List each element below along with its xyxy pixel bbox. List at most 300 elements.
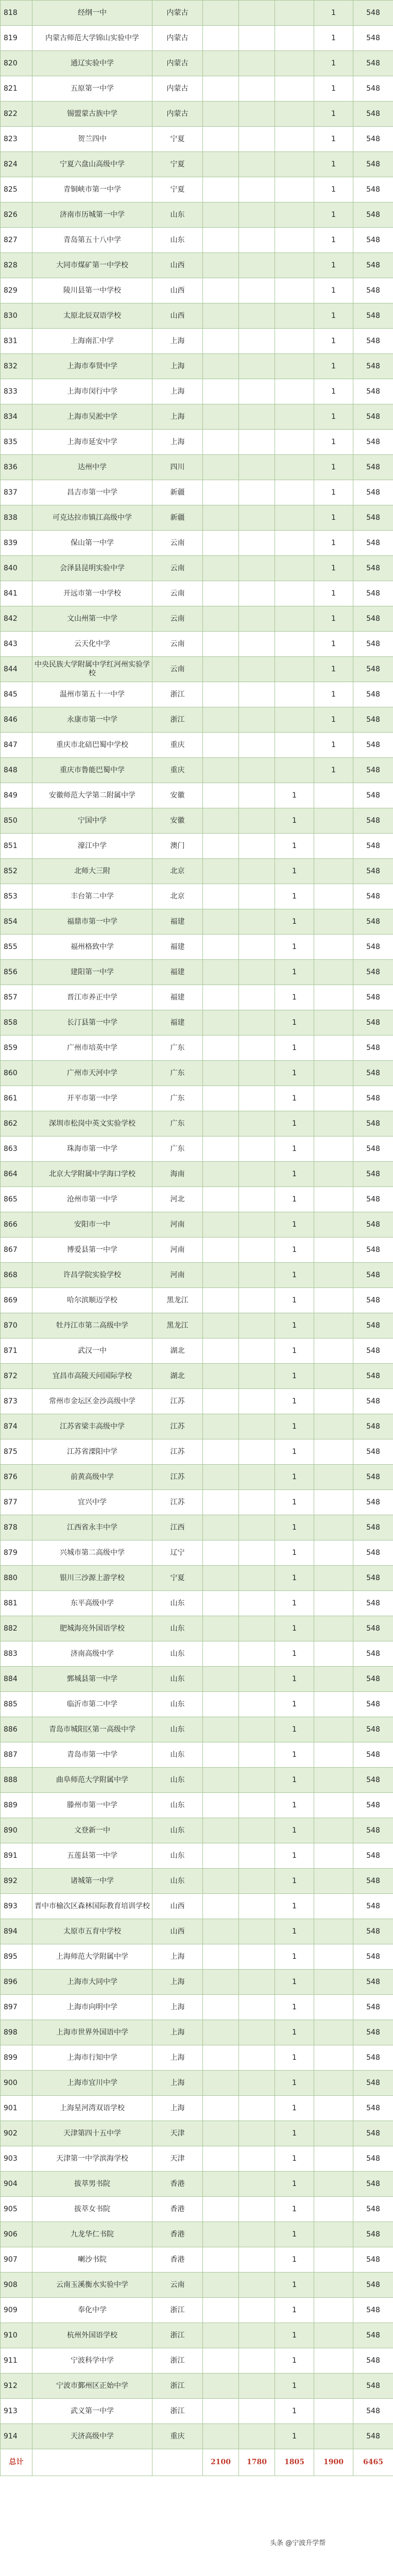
region-cell: 江苏 (152, 1439, 203, 1465)
count-cell-2: 1 (275, 1263, 314, 1288)
blank-cell (203, 278, 239, 303)
count-cell-3 (314, 985, 353, 1010)
count-cell-1 (239, 430, 275, 455)
region-cell: 江苏 (152, 1414, 203, 1439)
count-cell-1 (239, 2020, 275, 2045)
count-cell-3 (314, 1717, 353, 1742)
count-cell-1 (239, 1591, 275, 1616)
count-cell-2 (275, 657, 314, 682)
rank-cell: 859 (1, 1036, 32, 1061)
school-name-cell: 上海南汇中学 (32, 329, 152, 354)
count-cell-2: 1 (275, 2424, 314, 2449)
school-name-cell: 重庆市北碚巴蜀中学校 (32, 733, 152, 758)
total-cell: 548 (353, 1086, 393, 1111)
school-name-cell: 江苏省溧阳中学 (32, 1439, 152, 1465)
blank-cell (203, 329, 239, 354)
count-cell-2: 1 (275, 2298, 314, 2323)
table-row (1, 960, 393, 985)
count-cell-3: 1 (314, 556, 353, 581)
count-cell-2 (275, 1, 314, 26)
total-cell: 548 (353, 2071, 393, 2096)
count-cell-3 (314, 2273, 353, 2298)
count-cell-3 (314, 2045, 353, 2071)
total-cell: 548 (353, 1061, 393, 1086)
school-name-cell: 北师大三附 (32, 859, 152, 884)
rank-cell: 858 (1, 1010, 32, 1036)
rank-cell: 874 (1, 1414, 32, 1439)
table-row (1, 2045, 393, 2071)
region-cell: 河北 (152, 1187, 203, 1212)
blank-cell (203, 1591, 239, 1616)
count-cell-3 (314, 1515, 353, 1540)
count-cell-3: 1 (314, 682, 353, 707)
rank-cell: 904 (1, 2172, 32, 2197)
blank-cell (203, 1086, 239, 1111)
table-row (1, 556, 393, 581)
blank-cell (203, 1414, 239, 1439)
table-row (1, 505, 393, 531)
region-cell: 山西 (152, 303, 203, 329)
blank-cell (203, 2399, 239, 2424)
table-row (1, 783, 393, 808)
total-cell: 548 (353, 1137, 393, 1162)
rank-cell: 833 (1, 379, 32, 404)
count-cell-1 (239, 1086, 275, 1111)
count-cell-2: 1 (275, 1086, 314, 1111)
count-cell-2 (275, 202, 314, 228)
total-cell: 548 (353, 430, 393, 455)
table-row (1, 1869, 393, 1894)
school-name-cell: 福鼎市第一中学 (32, 909, 152, 935)
table-row (1, 1263, 393, 1288)
school-name-cell: 武义第一中学 (32, 2399, 152, 2424)
region-cell: 福建 (152, 985, 203, 1010)
rank-cell: 865 (1, 1187, 32, 1212)
count-cell-1 (239, 1364, 275, 1389)
school-name-cell: 博爱县第一中学 (32, 1238, 152, 1263)
count-cell-3 (314, 1086, 353, 1111)
school-name-cell: 上海师范大学附属中学 (32, 1944, 152, 1970)
blank-cell (203, 2121, 239, 2146)
count-cell-3: 1 (314, 278, 353, 303)
count-cell-3 (314, 1238, 353, 1263)
count-cell-1 (239, 1995, 275, 2020)
region-cell: 重庆 (152, 733, 203, 758)
rank-cell: 906 (1, 2222, 32, 2247)
count-cell-2: 1 (275, 1667, 314, 1692)
count-cell-3 (314, 1818, 353, 1843)
school-name-cell: 前黄高级中学 (32, 1465, 152, 1490)
rank-cell: 856 (1, 960, 32, 985)
table-row (1, 2071, 393, 2096)
count-cell-1 (239, 1894, 275, 1919)
table-row (1, 707, 393, 733)
rank-cell: 821 (1, 76, 32, 101)
blank-cell (203, 985, 239, 1010)
region-cell: 内蒙古 (152, 101, 203, 127)
total-cell: 548 (353, 2096, 393, 2121)
count-cell-1 (239, 253, 275, 278)
blank-cell (203, 404, 239, 430)
rank-cell: 911 (1, 2348, 32, 2374)
rank-cell: 903 (1, 2146, 32, 2172)
region-cell: 云南 (152, 556, 203, 581)
table-row (1, 480, 393, 505)
total-cell: 548 (353, 758, 393, 783)
count-cell-3 (314, 1137, 353, 1162)
total-cell: 548 (353, 1616, 393, 1641)
count-cell-2: 1 (275, 1061, 314, 1086)
count-cell-1 (239, 1061, 275, 1086)
count-cell-3 (314, 1641, 353, 1667)
count-cell-1 (239, 1288, 275, 1313)
blank-cell (203, 177, 239, 202)
school-name-cell: 昌吉市第一中学 (32, 480, 152, 505)
count-cell-1 (239, 1212, 275, 1238)
rank-cell: 825 (1, 177, 32, 202)
count-cell-2: 1 (275, 1641, 314, 1667)
region-cell: 宁夏 (152, 177, 203, 202)
school-name-cell: 兴城市第二高级中学 (32, 1540, 152, 1566)
table-row (1, 101, 393, 127)
school-name-cell: 常州市金坛区金沙高级中学 (32, 1389, 152, 1414)
region-cell: 上海 (152, 404, 203, 430)
count-cell-3 (314, 1793, 353, 1818)
rank-cell: 831 (1, 329, 32, 354)
blank-cell (203, 2273, 239, 2298)
total-cell: 548 (353, 707, 393, 733)
blank-cell (203, 1869, 239, 1894)
blank-cell (203, 1616, 239, 1641)
count-cell-1 (239, 2222, 275, 2247)
total-cell: 548 (353, 1212, 393, 1238)
region-cell: 上海 (152, 2071, 203, 2096)
count-cell-1 (239, 303, 275, 329)
count-cell-2 (275, 556, 314, 581)
count-cell-1 (239, 177, 275, 202)
count-cell-1 (239, 2424, 275, 2449)
region-cell: 云南 (152, 531, 203, 556)
region-cell: 上海 (152, 379, 203, 404)
blank-cell (203, 1843, 239, 1869)
count-cell-2: 1 (275, 985, 314, 1010)
count-cell-2 (275, 101, 314, 127)
school-name-cell: 青岛市城阳区第一高级中学 (32, 1717, 152, 1742)
school-name-cell: 广州市天河中学 (32, 1061, 152, 1086)
count-cell-1 (239, 202, 275, 228)
count-cell-1 (239, 505, 275, 531)
blank-cell (203, 1187, 239, 1212)
total-label: 总计 (1, 2449, 32, 2476)
count-cell-3 (314, 1591, 353, 1616)
count-cell-1 (239, 455, 275, 480)
rank-cell: 902 (1, 2121, 32, 2146)
rank-cell: 857 (1, 985, 32, 1010)
blank-cell (203, 2323, 239, 2348)
count-cell-1 (239, 1818, 275, 1843)
count-cell-2 (275, 26, 314, 51)
total-cell: 548 (353, 303, 393, 329)
count-cell-3 (314, 1919, 353, 1944)
count-cell-2 (275, 253, 314, 278)
blank-cell (203, 1313, 239, 1338)
school-name-cell: 福州格致中学 (32, 935, 152, 960)
region-cell: 重庆 (152, 758, 203, 783)
total-cell: 548 (353, 1465, 393, 1490)
school-name-cell: 长汀县第一中学 (32, 1010, 152, 1036)
count-cell-1 (239, 2197, 275, 2222)
total-cell: 548 (353, 228, 393, 253)
region-cell: 湖北 (152, 1364, 203, 1389)
blank-cell (203, 2020, 239, 2045)
table-row (1, 682, 393, 707)
count-cell-3: 1 (314, 505, 353, 531)
count-cell-1 (239, 1137, 275, 1162)
school-name-cell: 拔萃男书院 (32, 2172, 152, 2197)
count-cell-2 (275, 354, 314, 379)
total-cell: 548 (353, 76, 393, 101)
count-cell-1 (239, 1010, 275, 1036)
table-row (1, 581, 393, 606)
total-cell: 548 (353, 1843, 393, 1869)
rank-cell: 905 (1, 2197, 32, 2222)
rank-cell: 877 (1, 1490, 32, 1515)
table-row (1, 1667, 393, 1692)
school-name-cell: 哈尔滨顺迈学校 (32, 1288, 152, 1313)
count-cell-3: 1 (314, 101, 353, 127)
count-cell-2: 1 (275, 935, 314, 960)
count-cell-3 (314, 2172, 353, 2197)
total-cell: 548 (353, 783, 393, 808)
count-cell-1 (239, 2247, 275, 2273)
blank-cell (203, 51, 239, 76)
count-cell-2: 1 (275, 2020, 314, 2045)
table-row (1, 531, 393, 556)
table-row (1, 1995, 393, 2020)
school-name-cell: 青铜峡市第一中学 (32, 177, 152, 202)
rank-cell: 907 (1, 2247, 32, 2273)
school-name-cell: 大同市煤矿第一中学校 (32, 253, 152, 278)
school-name-cell: 曲阜师范大学附属中学 (32, 1768, 152, 1793)
region-cell: 云南 (152, 632, 203, 657)
total-cell: 548 (353, 1338, 393, 1364)
school-name-cell: 开平市第一中学 (32, 1086, 152, 1111)
count-cell-1 (239, 76, 275, 101)
count-cell-1 (239, 783, 275, 808)
rank-cell: 900 (1, 2071, 32, 2096)
rank-cell: 910 (1, 2323, 32, 2348)
count-cell-3 (314, 2323, 353, 2348)
total-cell: 548 (353, 632, 393, 657)
region-cell: 浙江 (152, 2399, 203, 2424)
total-cell: 548 (353, 859, 393, 884)
count-cell-2: 1 (275, 1970, 314, 1995)
count-cell-1 (239, 152, 275, 177)
count-cell-3: 1 (314, 329, 353, 354)
region-cell: 辽宁 (152, 1540, 203, 1566)
total-cell: 548 (353, 177, 393, 202)
blank-cell (203, 1137, 239, 1162)
rank-cell: 842 (1, 606, 32, 632)
count-cell-3: 1 (314, 707, 353, 733)
school-name-cell: 九龙华仁书院 (32, 2222, 152, 2247)
count-cell-2 (275, 581, 314, 606)
school-name-cell: 宜昌市高陵天问国际学校 (32, 1364, 152, 1389)
table-row (1, 1641, 393, 1667)
rank-cell: 837 (1, 480, 32, 505)
table-row (1, 202, 393, 228)
count-cell-3: 1 (314, 404, 353, 430)
count-cell-1 (239, 1036, 275, 1061)
rank-cell: 840 (1, 556, 32, 581)
school-name-cell: 保山第一中学 (32, 531, 152, 556)
table-row (1, 2424, 393, 2449)
school-name-cell: 太原北辰双语学校 (32, 303, 152, 329)
count-cell-2: 1 (275, 2399, 314, 2424)
count-cell-2: 1 (275, 1212, 314, 1238)
table-row (1, 1692, 393, 1717)
count-cell-2: 1 (275, 1919, 314, 1944)
school-name-cell: 上海市向明中学 (32, 1995, 152, 2020)
total-cell: 548 (353, 2298, 393, 2323)
count-cell-1 (239, 859, 275, 884)
total-cell: 548 (353, 581, 393, 606)
count-cell-3 (314, 2399, 353, 2424)
school-name-cell: 内蒙古师范大学锦山实验中学 (32, 26, 152, 51)
count-cell-3 (314, 1995, 353, 2020)
school-name-cell: 五莲县第一中学 (32, 1843, 152, 1869)
region-cell: 福建 (152, 960, 203, 985)
count-cell-3 (314, 783, 353, 808)
count-cell-2 (275, 127, 314, 152)
table-row (1, 1137, 393, 1162)
count-cell-2: 1 (275, 1010, 314, 1036)
table-row (1, 26, 393, 51)
blank-cell (203, 859, 239, 884)
total-cell: 548 (353, 1894, 393, 1919)
region-cell: 云南 (152, 606, 203, 632)
count-cell-2: 1 (275, 2247, 314, 2273)
total-cell: 548 (353, 1566, 393, 1591)
count-cell-1 (239, 26, 275, 51)
count-cell-3 (314, 1187, 353, 1212)
rank-cell: 890 (1, 1818, 32, 1843)
count-cell-2: 1 (275, 808, 314, 834)
total-cell: 548 (353, 404, 393, 430)
total-cell: 548 (353, 1187, 393, 1212)
school-name-cell: 上海市奉贤中学 (32, 354, 152, 379)
region-cell: 山西 (152, 1919, 203, 1944)
count-cell-1 (239, 834, 275, 859)
count-cell-2 (275, 177, 314, 202)
count-cell-3: 1 (314, 152, 353, 177)
count-cell-3 (314, 1843, 353, 1869)
count-cell-1 (239, 1439, 275, 1465)
blank-cell (203, 101, 239, 127)
count-cell-3: 1 (314, 455, 353, 480)
blank-cell (203, 1742, 239, 1768)
rank-cell: 864 (1, 1162, 32, 1187)
table-row (1, 733, 393, 758)
count-cell-2: 1 (275, 1768, 314, 1793)
rank-cell: 885 (1, 1692, 32, 1717)
blank-cell (203, 2071, 239, 2096)
blank-cell (203, 1490, 239, 1515)
school-name-cell: 上海市大同中学 (32, 1970, 152, 1995)
region-cell: 天津 (152, 2146, 203, 2172)
school-name-cell: 银川三沙源上游学校 (32, 1566, 152, 1591)
total-cell: 548 (353, 1919, 393, 1944)
region-cell: 山东 (152, 202, 203, 228)
blank-cell (203, 202, 239, 228)
rank-cell: 860 (1, 1061, 32, 1086)
count-cell-3 (314, 1364, 353, 1389)
blank-cell (203, 808, 239, 834)
school-name-cell: 经纲一中 (32, 1, 152, 26)
count-cell-2 (275, 758, 314, 783)
region-cell: 宁夏 (152, 1566, 203, 1591)
region-cell: 浙江 (152, 682, 203, 707)
blank-cell (203, 733, 239, 758)
school-name-cell: 重庆市鲁能巴蜀中学 (32, 758, 152, 783)
count-cell-1 (239, 1111, 275, 1137)
region-cell: 浙江 (152, 2374, 203, 2399)
rank-cell: 887 (1, 1742, 32, 1768)
rank-cell: 847 (1, 733, 32, 758)
count-cell-1 (239, 657, 275, 682)
count-cell-2 (275, 51, 314, 76)
count-cell-3 (314, 909, 353, 935)
region-cell: 黑龙江 (152, 1313, 203, 1338)
count-cell-3 (314, 1288, 353, 1313)
rank-cell: 872 (1, 1364, 32, 1389)
region-cell: 北京 (152, 884, 203, 909)
blank-cell (203, 657, 239, 682)
total-cell: 548 (353, 2045, 393, 2071)
total-cell: 548 (353, 1995, 393, 2020)
count-cell-2 (275, 76, 314, 101)
total-cell: 548 (353, 1667, 393, 1692)
table-row (1, 1919, 393, 1944)
school-name-cell: 拔萃女书院 (32, 2197, 152, 2222)
total-cell: 548 (353, 1364, 393, 1389)
count-cell-1 (239, 1338, 275, 1364)
total-cell: 548 (353, 1162, 393, 1187)
total-cell: 548 (353, 2222, 393, 2247)
blank-cell (203, 531, 239, 556)
table-row (1, 1212, 393, 1238)
blank-cell (203, 1010, 239, 1036)
count-cell-3: 1 (314, 480, 353, 505)
count-cell-3: 1 (314, 253, 353, 278)
total-cell: 548 (353, 480, 393, 505)
count-cell-3 (314, 1111, 353, 1137)
table-row (1, 127, 393, 152)
count-cell-1 (239, 1540, 275, 1566)
rank-cell: 876 (1, 1465, 32, 1490)
blank-cell (203, 1, 239, 26)
total-cell: 548 (353, 1970, 393, 1995)
table-row (1, 1970, 393, 1995)
school-name-cell: 安徽师范大学第二附属中学 (32, 783, 152, 808)
school-name-cell: 文山州第一中学 (32, 606, 152, 632)
table-row (1, 430, 393, 455)
total-cell: 548 (353, 1, 393, 26)
count-cell-3 (314, 2197, 353, 2222)
count-cell-2: 1 (275, 1566, 314, 1591)
total-cell: 548 (353, 2146, 393, 2172)
rank-cell: 829 (1, 278, 32, 303)
